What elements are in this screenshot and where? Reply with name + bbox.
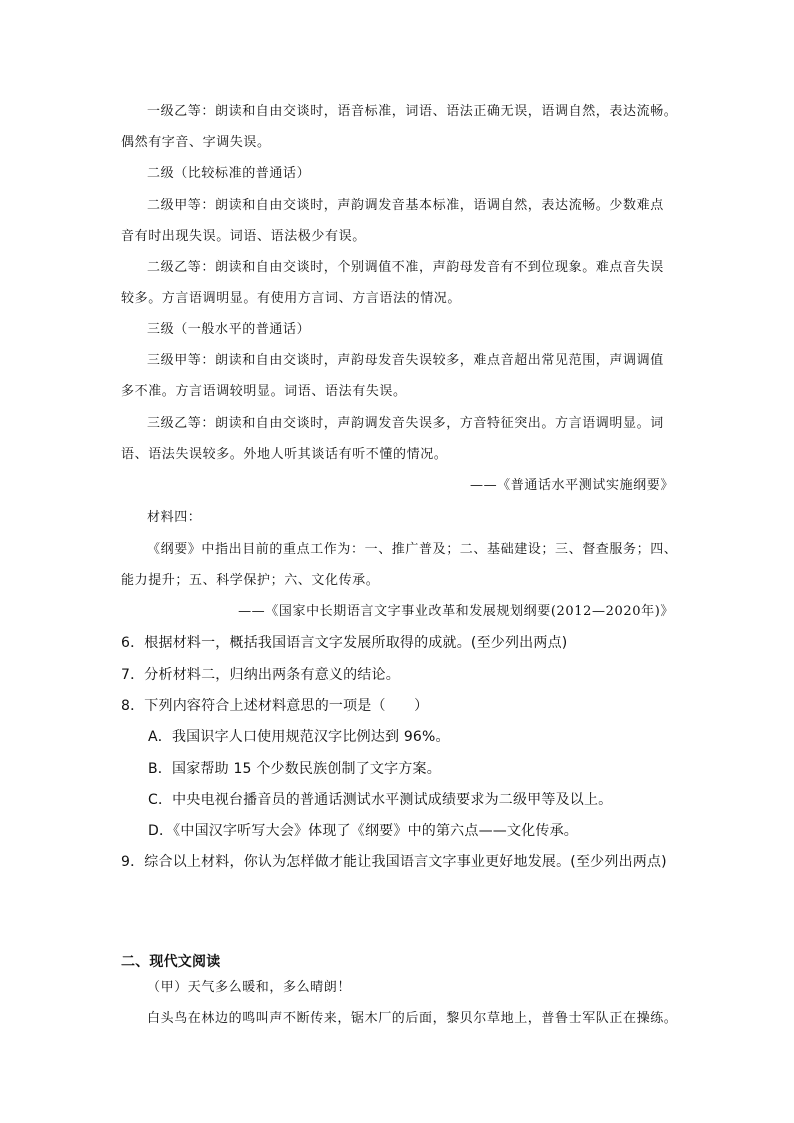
question-8: 8．下列内容符合上述材料意思的一项是（ ） xyxy=(121,698,429,714)
section-heading: 二、现代文阅读 xyxy=(121,954,221,970)
standard-paragraph-line: 一级乙等：朗读和自由交谈时，语音标准，词语、语法正确无误，语调自然，表达流畅。 xyxy=(147,104,678,119)
material-paragraph-line: 能力提升；五、科学保护；六、文化传承。 xyxy=(121,573,380,588)
level-heading: 三级（一般水平的普通话） xyxy=(147,322,311,337)
standard-paragraph-line: 音有时出现失误。词语、语法极少有误。 xyxy=(121,229,366,244)
question-9: 9．综合以上材料，你认为怎样做才能让我国语言文字事业更好地发展。(至少列出两点) xyxy=(121,854,667,870)
reading-line: （甲）天气多么暖和，多么晴朗！ xyxy=(147,980,352,995)
option-c: C．中央电视台播音员的普通话测试水平测试成绩要求为二级甲等及以上。 xyxy=(148,792,613,808)
question-6: 6．根据材料一，概括我国语言文字发展所取得的成就。(至少列出两点) xyxy=(121,635,568,651)
standard-paragraph-line: 三级甲等：朗读和自由交谈时，声韵母发音失误较多，难点音超出常见范围，声调调值 xyxy=(147,353,664,368)
source-citation: ——《国家中长期语言文字事业改革和发展规划纲要(2012—2020年)》 xyxy=(238,604,674,619)
standard-paragraph-line: 较多。方言语调明显。有使用方言词、方言语法的情况。 xyxy=(121,291,462,306)
material-paragraph-line: 《纲要》中指出目前的重点工作为：一、推广普及；二、基础建设；三、督查服务；四、 xyxy=(147,542,678,557)
option-a: A．我国识字人口使用规范汉字比例达到 96%。 xyxy=(148,729,450,745)
reading-line: 白头鸟在林边的鸣叫声不断传来，锯木厂的后面，黎贝尔草地上，普鲁士军队正在操练。 xyxy=(147,1011,678,1026)
standard-paragraph-line: 语、语法失误较多。外地人听其谈话有听不懂的情况。 xyxy=(121,447,448,462)
material-label: 材料四： xyxy=(147,510,202,525)
standard-paragraph-line: 二级甲等：朗读和自由交谈时，声韵调发音基本标准，语调自然，表达流畅。少数难点 xyxy=(147,198,664,213)
source-citation: ——《普通话水平测试实施纲要》 xyxy=(469,478,674,493)
level-heading: 二级（比较标准的普通话） xyxy=(147,166,311,181)
question-7: 7．分析材料二，归纳出两条有意义的结论。 xyxy=(121,667,400,683)
standard-paragraph-line: 二级乙等：朗读和自由交谈时，个别调值不准，声韵母发音有不到位现象。难点音失误 xyxy=(147,260,664,275)
standard-paragraph-line: 多不准。方言语调较明显。词语、语法有失误。 xyxy=(121,384,407,399)
standard-paragraph-line: 三级乙等：朗读和自由交谈时，声韵调发音失误多，方音特征突出。方言语调明显。词 xyxy=(147,416,664,431)
standard-paragraph-line: 偶然有字音、字调失误。 xyxy=(121,135,271,150)
option-d: D．《中国汉字听写大会》体现了《纲要》中的第六点——文化传承。 xyxy=(148,823,578,839)
option-b: B．国家帮助 15 个少数民族创制了文字方案。 xyxy=(148,761,441,777)
